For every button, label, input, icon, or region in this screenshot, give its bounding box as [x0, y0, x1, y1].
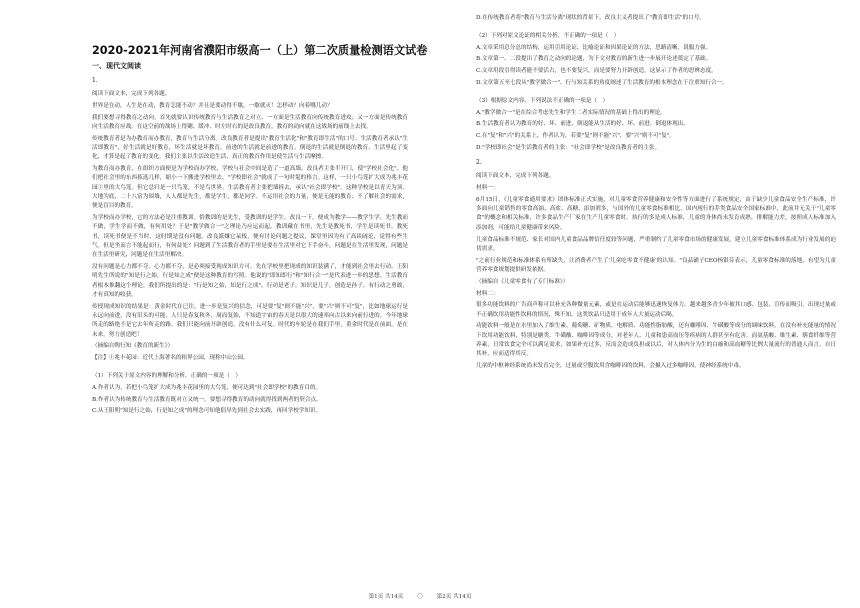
source-note: （摘编自陶行知《教育的新生》）	[92, 343, 174, 350]
paragraph: "之前行业规范和标准体系有所缺失，让消费者产生了'儿童吃零食不健康'的认知。"良品铺子CEO杨银芬表示，儿童零食标准的落地，有望为儿童营养零食规划提供研发依据。	[476, 257, 836, 273]
page-number-right: 第2页 共14页	[436, 594, 472, 600]
paragraph: 很多功能饮料的广告商声称可以补充各种微量元素，或是在运动后能够迅速恢复体力。越来越多青少年被其口感、包装、宣传而吸引，出现过量或不正确饮用功能性饮料的情况，殊不知，这类饮品只适用于成年人大量运动后喝。	[476, 302, 836, 318]
option: C.从王阳明"知是行之始，行是知之成"的理念可知他倡导先到社会去实践，再回学校学知识。	[92, 408, 322, 415]
section-heading: 一、现代文阅读	[92, 62, 141, 70]
paragraph: 为学校而办学校，它的方法必是注重教训。恰教训的是先生，受教训的是学生。改良一下，便成为教学——教学生学。先生教而不做，学生学而不做，有何用处？于是"教学做合一"之理论乃应运而起。教训藏在书里，先生是教死书，学生是读死书。教死书，读死书便是不当时，这时期是没有问题。改良派嫌它呆板，便有讨论问题之提议，课堂里因为有了高谈阔论，觉得有些生气。但是坐而言不能起而行，有何益处？问题到了生活教育者的手里是要在生活里对它下手奋斗，问题是在生活里发现，问题是在生活里研究，问题是在生活里解决。	[92, 215, 408, 259]
paragraph: 功能饮料一般是在水里加入了维生素、葡萄糖、矿物质、电解质、功能性脂肪酸，还有咖啡因、牛磺酸等成分的调味饮料，在没有补充能量的情况下饮用功能饮料，特别是糖类、牛磺酸、咖啡因等成分，对老年人、儿童和患高血压等疾病的人群甚至有危害。而氨基酸、维生素、膳食纤维等营养素，日常饮食完全可以满足需求，如果补充过多，反而会造成负担或以后，对人体内分为生的白痂和高血糖等比例大量流行的普通人而言，自日其补，应而适得其反。	[476, 323, 836, 358]
instruction: 阅读下面文本，完成下列各题。	[92, 91, 171, 97]
question-stem: （2）下列对原文论证的相关分析，不正确的一项是（ ）	[476, 32, 620, 39]
question-number: 2.	[476, 159, 482, 167]
option: C.文章用段引得读者能不要活占，也不要复兴，而是要努力开辟创造，这显示了作者的思辨态度。	[476, 68, 717, 75]
option: B.文章第一、二段提出了教育之动向的论题，为下文对教育的新生进一步展开论述奠定了基础。	[476, 56, 712, 63]
instruction: 阅读下面文本，完成下列各题。	[476, 173, 555, 180]
footnote: 【注】①兆丰花园：近代上海著名的租界公园，现称中山公园。	[92, 355, 249, 362]
paragraph: 传授现成知识的结果是：黄金时代在已往，进一步是复兴的信念，可是要"复"则不能"兴"，要"兴"则不可"复"，比如地球运行是永远向前进，没有旧头的可能。人只是春复秋冬，周而复始，不知道宇宙的春天是以很大的速率向古以来向前行进的。今年地球所走的路绝不是它去年所走的路。我们只能向前开辟创造，没有什么可复。时代的车轮是在我们手里，黄金时代是在前面，是在未来。努力创造吧！	[92, 303, 408, 338]
material-label: 材料二：	[476, 290, 499, 297]
page-divider-mark: 〇	[417, 594, 423, 600]
right-page	[430, 0, 860, 608]
exam-title: 2020-2021年河南省濮阳市级高一（上）第二次质量检测语文试卷	[92, 44, 428, 57]
option: B.作者认为传统教育与生活教育既对立又统一，要想寻得教育的动向就得找到两者的契合点。	[92, 396, 322, 403]
option: A.文章采用总分总的结构，运用引用论证、比喻论证和因果论证的方法，思路清晰，说服力强。	[476, 44, 712, 51]
question-number: 1.	[92, 77, 98, 84]
paragraph: 没有问题是心力都不夺。心力都不夺，是必须接受现成知识方可。先在学校里把现成的知识装满了，才能到社会里去行动。王阳明先生所说的"知是行之始，行是知之成"便是这种教育的写照。他说的"即知即行"和"知行合一"是代表进一步的思想。生活教育者根本推翻这个理论。我们所提出的是："行是知之始，知是行之成"。行动是老子，知识是儿子，创造是孙子。有行动之勇敢，才有真知的收获。	[92, 264, 408, 298]
paragraph: 儿童的中枢神经系统尚未发育完全，过量或空腹饮用含咖啡因的饮料，会摄入过多咖啡因，使神经系统中毒。	[476, 363, 745, 370]
option: B.生活教育者认为教育的好、坏、前进、倒退能从生活的好、坏、前进、倒退体现出。	[476, 121, 689, 128]
paragraph: 为教育而办教育，在组织方面便是为学校而办学校，学校与社会中间是造了一道高墙。改良者主张半开门，使"学校社会化"。他们把社会里的东西拣选几样，缩小一下搬进学校里去，"学校即社会"就成了一句时髦的格言。这样，一只小鸟笼扩大成为兆丰花园①里的大鸟笼。但它总归是一只鸟笼，不是鸟世界。生活教育者主张把墙拆去，承认"社会即学校"。这种学校是以青天为顶，大地为底，二十八宿为围墙，人人都是先生，都是学生，都是同学。不运用社会的力量，便是无能的教育；不了解社会的需求，便是盲目的教育。	[92, 166, 408, 210]
question-stem: （3）根据原文内容，下列说法不正确的一项是（ ）	[476, 97, 609, 104]
paragraph: 儿童食品标准不规范、家长对国内儿童食品品牌信任度较等问题，严重制约了儿童零食市场的健康发展，建立儿童零食标准体系成为行业发展的迫切需求。	[476, 236, 836, 252]
option: A.作者认为，若把小鸟笼扩大成为兆丰花园里的大鸟笼，便可达到"社会即学校"的教育目的。	[92, 384, 322, 391]
option: A."教学做合一"是在综合考虑先生和学生二者实际情况的基础上得出的理论。	[476, 109, 666, 116]
option: D.文章第五至七段从"教学做合一"、行与知关系的角度阐述了生活教育的根本理念在于注重知行合一。	[476, 79, 728, 86]
paragraph: 传统教育者是为办教育而办教育，教育与生活分离。改良教育者是提出"教育生活化"和"教育即生活"的口号。生活教育者承认"生活即教育"，好生活就是好教育，坏生活就是坏教育，前进的生活就是前进的教育，倒退的生活就是倒退的教育。生活里起了变化，才算是起了教育的变化。我们主张以生活改造生活，真正的教育作用是使生活与生活摩擦。	[92, 135, 408, 161]
page-number-left: 第1页 共14页	[368, 594, 404, 600]
paragraph: 世界是在动，人生是在动，教育怎能不动？并且是要动得不歇，一歇就灭！怎样动？向着哪儿动？	[92, 102, 333, 109]
page-footer	[363, 592, 478, 600]
option: C.在"复"和"兴"的关系上，作者认为，若要"复"则不能"兴"，要"兴"则不可"复"。	[476, 133, 675, 140]
option: D."学校即社会"是生活教育者的主张："社会即学校"是改良教育者的主张。	[476, 144, 661, 151]
paragraph: 6月15日，《儿童零食通用要求》团体标准正式实施，对儿童零食营养健康和安全性等方面进行了系统规定，由于缺少儿童食品安全生产标准，许多面向儿童销售的零食高油、高盐、高糖、添加剂多，与国外的儿童零食标准相比，国内现行的乔类食品安全国家标准中，此前并无关于"儿童零食"的概念和相关标准，许多食品生产厂家在生产儿童零食时，执行的多是成人标准，儿童的身体尚未发育成熟，排解能力差，按照成人标准加入添加剂，可能给儿童健康带来风险。	[476, 196, 836, 231]
question-stem: （1）下列关于原文内容的理解和分析，正确的一项是（ ）	[92, 373, 241, 380]
material-label: 材料一：	[476, 185, 499, 192]
option: D.在传统教育者将"教育与生活分离"现状的背景下，改良主义者提出了"教育即生活"的口号。	[476, 15, 705, 21]
source-note: （摘编自《儿童零食有了专门标准》）	[476, 278, 569, 285]
paragraph: 我们要想寻得教育之动向，首先就要认识传统教育与生活教育之对立。一方面是生活教育向传统教育进攻；又一方面是传统教育向生活教育应战。在这空前的战场上得剿、缓冲、时左时右的是改良教育。教育的动向就在这战场的前线上去找。	[92, 114, 408, 130]
